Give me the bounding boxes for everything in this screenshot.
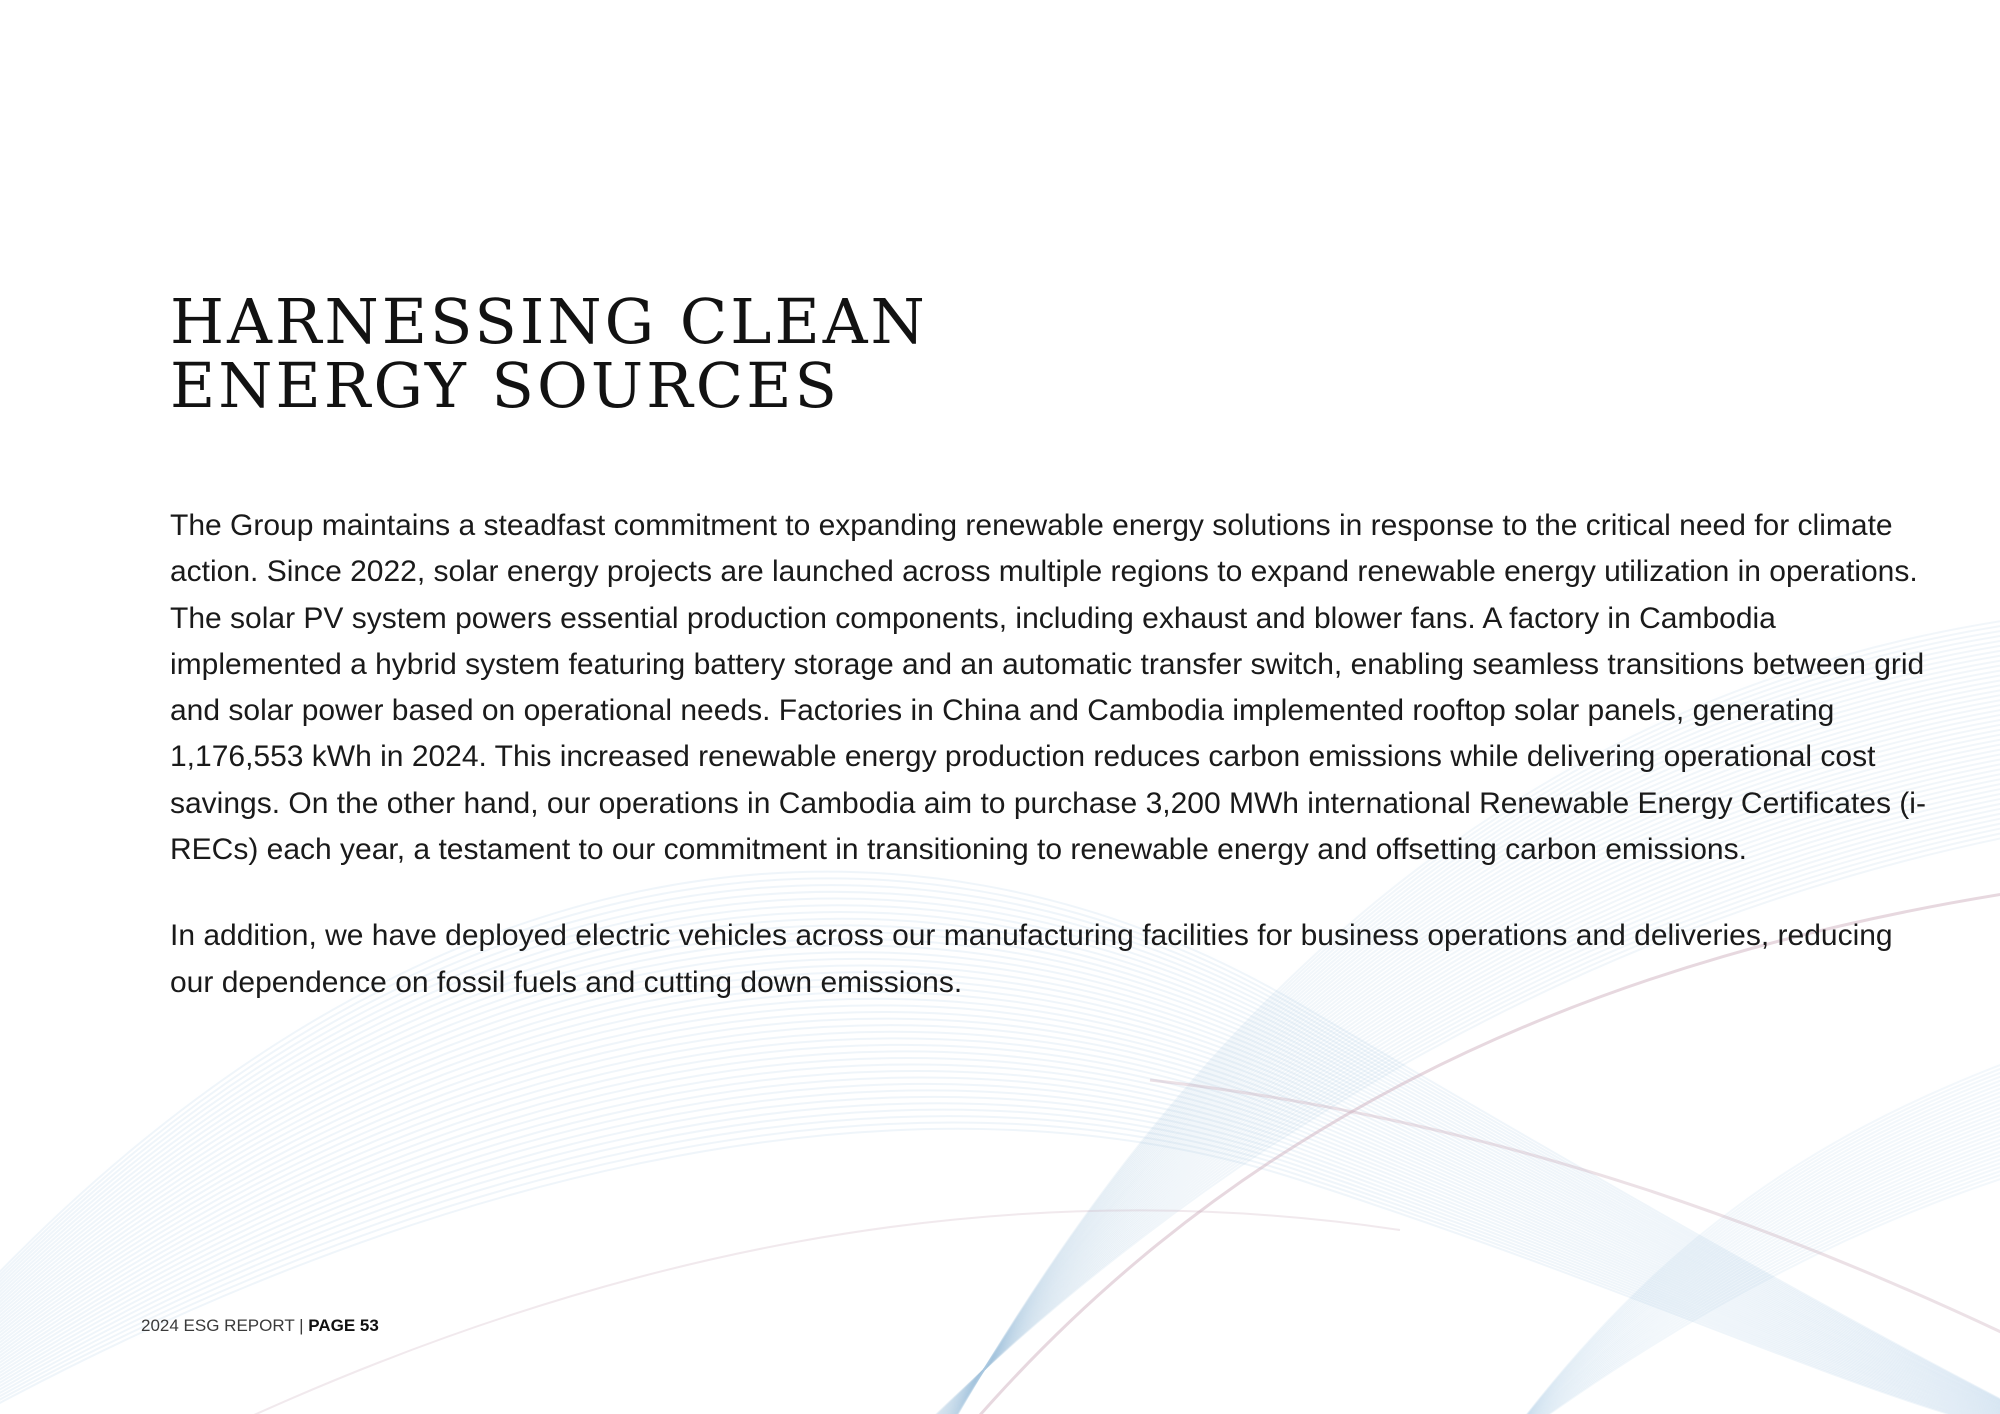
paragraph-electric-vehicles: In addition, we have deployed electric vehicles across our manufacturing facilities for business operations and deliveries, reducing our dependence on fossil fuels and cutting down emissions.: [170, 919, 1893, 999]
footer-report-label: 2024 ESG REPORT: [141, 1316, 295, 1335]
page-title-line-1: HARNESSING CLEAN: [170, 285, 928, 358]
paragraph-renewable-energy: The Group maintains a steadfast commitment to expanding renewable energy solutions in response to the critical need for climate action. Since 2022, solar energy projects are launched across multiple regions to expand renewable energy utilization in operations. The solar PV system powers essential production components, including exhaust and blower fans. A factory in Cambodia implemented a hybrid system featuring battery storage and an automatic transfer switch, enabling seamless transitions between grid and solar power based on operational needs. Factories in China and Cambodia implemented rooftop solar panels, generating 1,176,553 kWh in 2024. This increased renewable energy production reduces carbon emissions while delivering operational cost savings. On the other hand, our operations in Cambodia aim to purchase 3,200 MWh international Renewable Energy Certificates (i-RECs) each year, a testament to our commitment in transitioning to renewable energy and offsetting carbon emissions.: [170, 509, 1926, 867]
page-footer: [141, 1316, 379, 1336]
wave-line: [200, 1210, 1400, 1414]
footer-separator: |: [294, 1316, 309, 1335]
footer-page-number: PAGE 53: [308, 1316, 379, 1335]
body-text: [170, 503, 1930, 1046]
page-title: [170, 285, 928, 422]
page-title-line-2: ENERGY SOURCES: [170, 349, 840, 422]
wave-line: [0, 1051, 2000, 1414]
